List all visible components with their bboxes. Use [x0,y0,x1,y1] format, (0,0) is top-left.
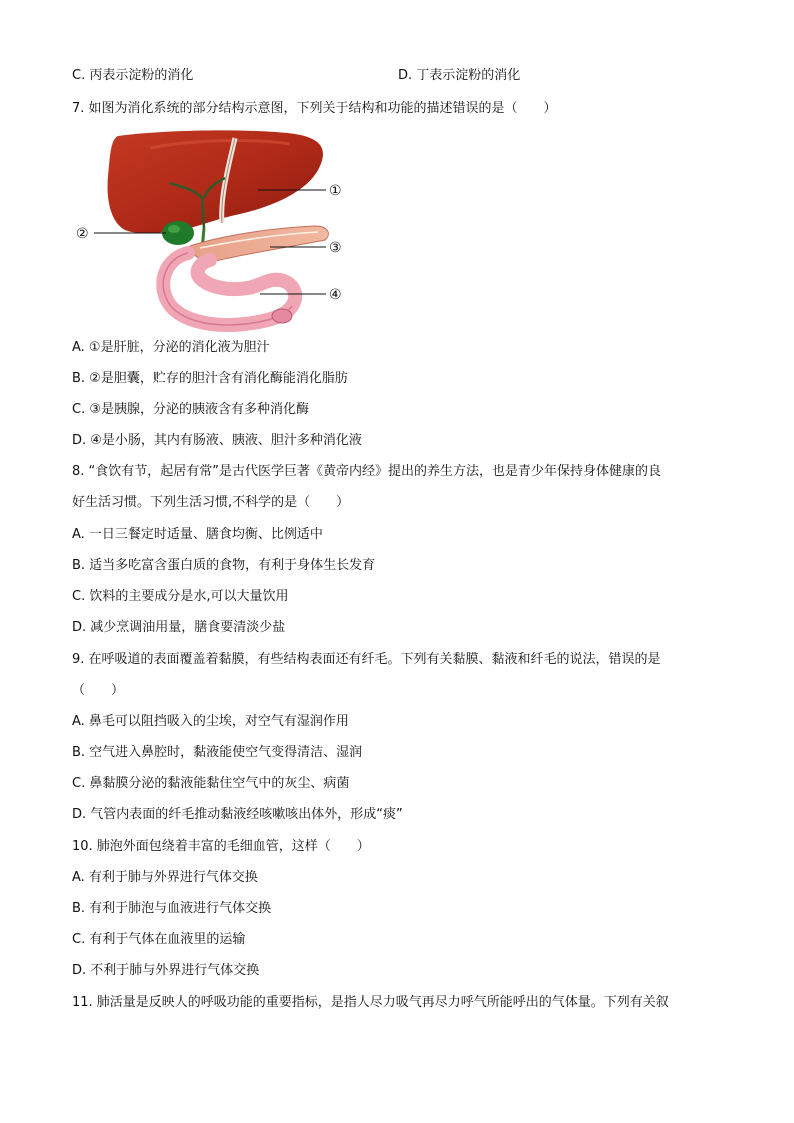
figure-label-3: ③ [329,240,342,256]
q9-option-a: A. 鼻毛可以阻挡吸入的尘埃，对空气有湿润作用 [72,714,349,729]
digestive-system-figure [70,128,360,333]
q6-option-c: C. 丙表示淀粉的消化 [72,68,194,83]
q10-option-d: D. 不利于肺与外界进行气体交换 [72,963,260,978]
q9-option-d: D. 气管内表面的纤毛推动黏液经咳嗽咳出体外，形成“痰” [72,807,403,822]
q7-option-d: D. ④是小肠，其内有肠液、胰液、胆汁多种消化液 [72,433,362,448]
figure-label-4: ④ [329,287,342,303]
q7-option-b: B. ②是胆囊，贮存的胆汁含有消化酶能消化脂肪 [72,371,348,386]
q10-stem: 10. 肺泡外面包绕着丰富的毛细血管，这样（ ） [72,839,370,854]
q8-option-b: B. 适当多吃富含蛋白质的食物，有利于身体生长发育 [72,558,376,573]
q10-option-b: B. 有利于肺泡与血液进行气体交换 [72,901,272,916]
q9-stem-line1: 9. 在呼吸道的表面覆盖着黏膜，有些结构表面还有纤毛。下列有关黏膜、黏液和纤毛的说法，错误的是 [72,652,661,667]
gallbladder-shape [162,221,194,245]
q7-option-c: C. ③是胰腺，分泌的胰液含有多种消化酶 [72,402,309,417]
q8-option-d: D. 减少烹调油用量，膳食要清淡少盐 [72,620,286,635]
q11-stem-line1: 11. 肺活量是反映人的呼吸功能的重要指标，是指人尽力吸气再尽力呼气所能呼出的气体量。下列有关叙 [72,995,669,1010]
q7-stem: 7. 如图为消化系统的部分结构示意图，下列关于结构和功能的描述错误的是（ ） [72,101,557,116]
figure-label-1: ① [329,183,342,199]
q8-option-c: C. 饮料的主要成分是水,可以大量饮用 [72,589,289,604]
q9-option-b: B. 空气进入鼻腔时，黏液能使空气变得清洁、湿润 [72,745,363,760]
q8-option-a: A. 一日三餐定时适量、膳食均衡、比例适中 [72,527,323,542]
q9-option-c: C. 鼻黏膜分泌的黏液能黏住空气中的灰尘、病菌 [72,776,350,791]
q9-stem-line2: （ ） [72,683,125,698]
figure-label-2: ② [76,226,89,242]
q7-option-a: A. ①是肝脏，分泌的消化液为胆汁 [72,340,270,355]
q8-stem-line2: 好生活习惯。下列生活习惯,不科学的是（ ） [72,495,350,510]
q10-option-a: A. 有利于肺与外界进行气体交换 [72,870,258,885]
liver-shape [108,130,323,233]
q6-option-d: D. 丁表示淀粉的消化 [398,68,521,83]
q8-stem-line1: 8. “食饮有节，起居有常”是古代医学巨著《黄帝内经》提出的养生方法，也是青少年保持身体健康的良 [72,464,662,479]
q10-option-c: C. 有利于气体在血液里的运输 [72,932,246,947]
